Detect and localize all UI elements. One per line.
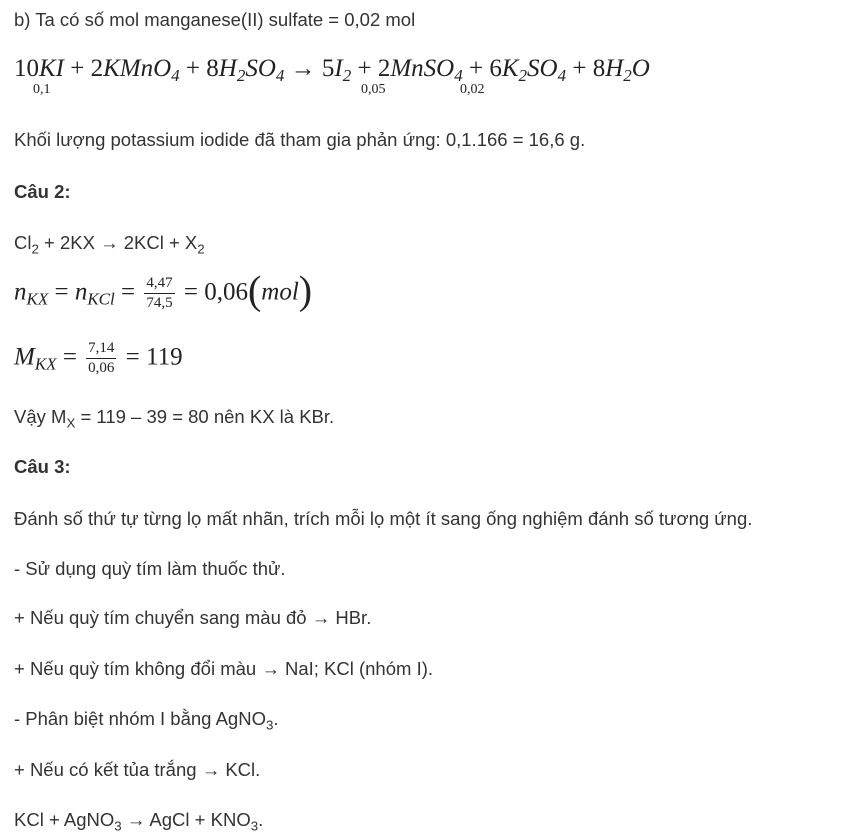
- reaction-arrow: →: [201, 759, 221, 780]
- question-2-heading: Câu 2:: [14, 181, 71, 202]
- reaction-arrow: →: [126, 809, 146, 830]
- formula-kmno4: KMnO$_4$: [103, 55, 180, 86]
- coef-mnso4: 2: [377, 55, 391, 82]
- plus-sign: +: [468, 55, 484, 82]
- paragraph-precipitate: + Nếu có kết tủa trắng → KCl.: [14, 759, 261, 780]
- molar-mass-equation: $M_{KX}$ = $\frac{7,14}{0,06}$ = 119: [14, 340, 183, 377]
- mol-under-ki: 0,1: [33, 82, 51, 97]
- reaction-halogen: $Cl_2 + 2KX \to 2KCl + X_2$: [14, 232, 205, 257]
- question-3-heading: Câu 3:: [14, 456, 71, 477]
- mol-under-mnso4: 0,02: [460, 82, 485, 97]
- paragraph-litmus: - Sử dụng quỳ tím làm thuốc thử.: [14, 558, 286, 579]
- plus-sign: +: [357, 55, 372, 82]
- coef-k2so4: 6: [489, 55, 502, 82]
- mol-statement: b) Ta có số mol manganese(II) sulfate = 0,02 mol: [14, 9, 416, 30]
- formula-h2so4: $H_2SO_4$: [218, 55, 285, 86]
- plus-sign: +: [572, 55, 587, 82]
- coef-h2so4: 8: [206, 55, 219, 82]
- coef-i2: 5: [321, 55, 335, 82]
- reaction-arrow: →: [311, 607, 331, 628]
- fraction-molar-mass: $\frac{7,14}{0,06}$: [88, 340, 115, 377]
- plus-sign: +: [70, 55, 85, 82]
- reaction-equation-kmno4: [14, 54, 650, 84]
- reaction-arrow: →: [261, 658, 280, 679]
- formula-h2o: $H_2O$: [605, 55, 650, 86]
- formula-i2: $I_2$: [334, 55, 352, 86]
- mol-under-i2: 0,05: [361, 82, 386, 97]
- conclusion-kbr: Vậy $M_X = 119 - 39 = 80$ nên KX là KBr.: [14, 406, 335, 431]
- reaction-agcl: KCl + AgNO$_3$ → AgCl + $KNO_3$.: [14, 809, 264, 834]
- formula-ki: KI: [39, 55, 64, 82]
- reaction-arrow: →: [100, 232, 119, 253]
- fraction-mol: $\frac{4,47}{74,5}$: [146, 275, 173, 312]
- plus-sign: +: [185, 55, 201, 82]
- paragraph-agno3: - Phân biệt nhóm I bằng AgNO$_3$.: [14, 708, 279, 733]
- mole-equation: $n_{KX} = n_{KCl}$ = $\frac{4,47}{74,5}$ = 0,06(mol): [14, 267, 313, 313]
- mass-ki-statement: Khối lượng potassium iodide đã tham gia phản ứng: 0,1.166 = 16,6 g.: [14, 129, 586, 150]
- coef-ki: 10: [14, 55, 39, 82]
- paragraph-no-change: + Nếu quỳ tím không đổi màu → NaI; KCl (nhóm I).: [14, 658, 434, 679]
- paragraph-numbering: Đánh số thứ tự từng lọ mất nhãn, trích mỗi lọ một ít sang ống nghiệm đánh số tương ứng.: [14, 508, 753, 529]
- formula-k2so4: $K_2SO_4$: [501, 55, 567, 86]
- formula-mnso4: MnSO$_4$: [390, 55, 463, 86]
- reaction-arrow: →: [290, 55, 316, 82]
- coef-h2o: 8: [592, 55, 606, 82]
- paragraph-red: + Nếu quỳ tím chuyển sang màu đỏ → HBr.: [14, 607, 372, 628]
- coef-kmno4: 2: [90, 55, 104, 82]
